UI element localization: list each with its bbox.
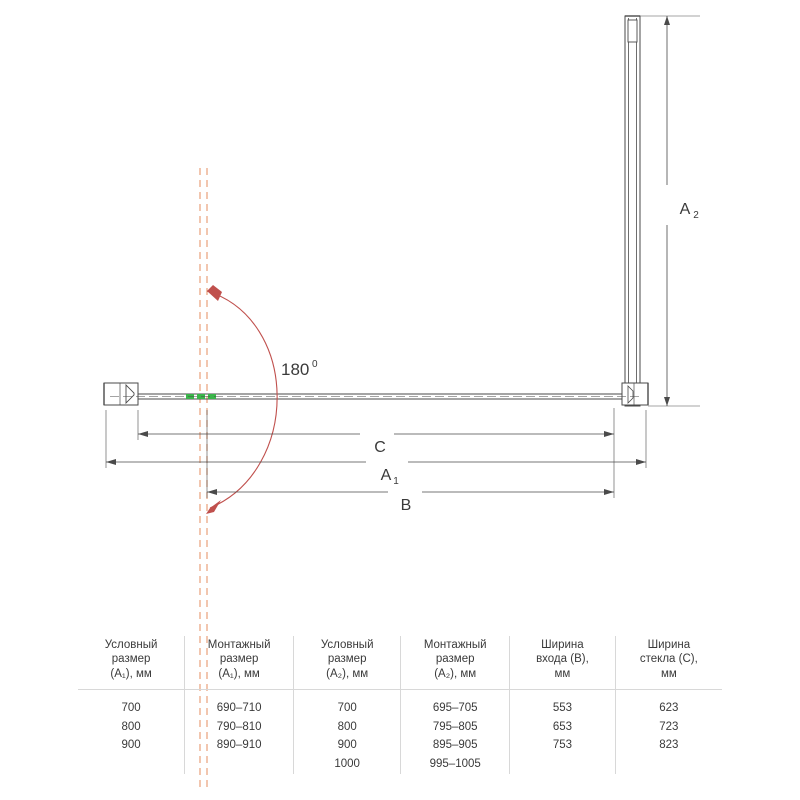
table-cell: 795–805	[401, 718, 510, 737]
table-cell: 995–1005	[401, 755, 510, 774]
table-cell: 690–710	[185, 690, 294, 718]
svg-text:1: 1	[393, 476, 399, 487]
table-cell	[615, 755, 722, 774]
table-cell: 700	[78, 690, 185, 718]
svg-text:A: A	[380, 467, 392, 484]
svg-text:180: 180	[281, 360, 310, 379]
specification-table	[78, 636, 722, 774]
table-cell: 1000	[294, 755, 401, 774]
table-header-cell: Ширина стекла (C), мм	[615, 636, 722, 690]
table-cell: 653	[510, 718, 616, 737]
label-swing-angle	[281, 359, 318, 379]
table-row	[78, 690, 722, 718]
table-cell: 900	[294, 736, 401, 755]
svg-text:2: 2	[693, 210, 699, 221]
label-b: B	[400, 497, 412, 514]
table-cell: 890–910	[185, 736, 294, 755]
specification-table-wrapper	[78, 636, 722, 774]
table-header-cell: Ширина входа (B), мм	[510, 636, 616, 690]
table-cell: 700	[294, 690, 401, 718]
table-header-cell: Монтажный размер (A₂), мм	[401, 636, 510, 690]
table-row	[78, 736, 722, 755]
table-header-row	[78, 636, 722, 690]
table-cell: 823	[659, 739, 679, 752]
dimension-b	[207, 410, 614, 506]
table-cell: 695–705	[401, 690, 510, 718]
door-swing-arc	[206, 285, 277, 514]
svg-text:A: A	[679, 201, 691, 218]
table-cell: 790–810	[185, 718, 294, 737]
table-cell	[185, 755, 294, 774]
table-cell	[78, 755, 185, 774]
table-cell	[510, 755, 616, 774]
table-cell: 800	[78, 718, 185, 737]
table-cell: 553	[510, 690, 616, 718]
table-row	[78, 755, 722, 774]
table-cell: 900	[78, 736, 185, 755]
vertical-profile	[625, 16, 640, 406]
table-header-cell: Условный размер (A₂), мм	[294, 636, 401, 690]
table-cell: 723	[659, 720, 679, 733]
plan-view-glass-panel	[104, 383, 648, 405]
svg-text:0: 0	[312, 359, 318, 370]
table-cell: 895–905	[401, 736, 510, 755]
table-cell: 753	[510, 736, 616, 755]
table-header-cell: Монтажный размер (A₁), мм	[185, 636, 294, 690]
table-row	[78, 718, 722, 737]
table-cell: 800	[294, 718, 401, 737]
table-cell: 623	[659, 702, 679, 715]
table-header-cell: Условный размер (A₁), мм	[78, 636, 185, 690]
label-c: C	[374, 439, 386, 456]
